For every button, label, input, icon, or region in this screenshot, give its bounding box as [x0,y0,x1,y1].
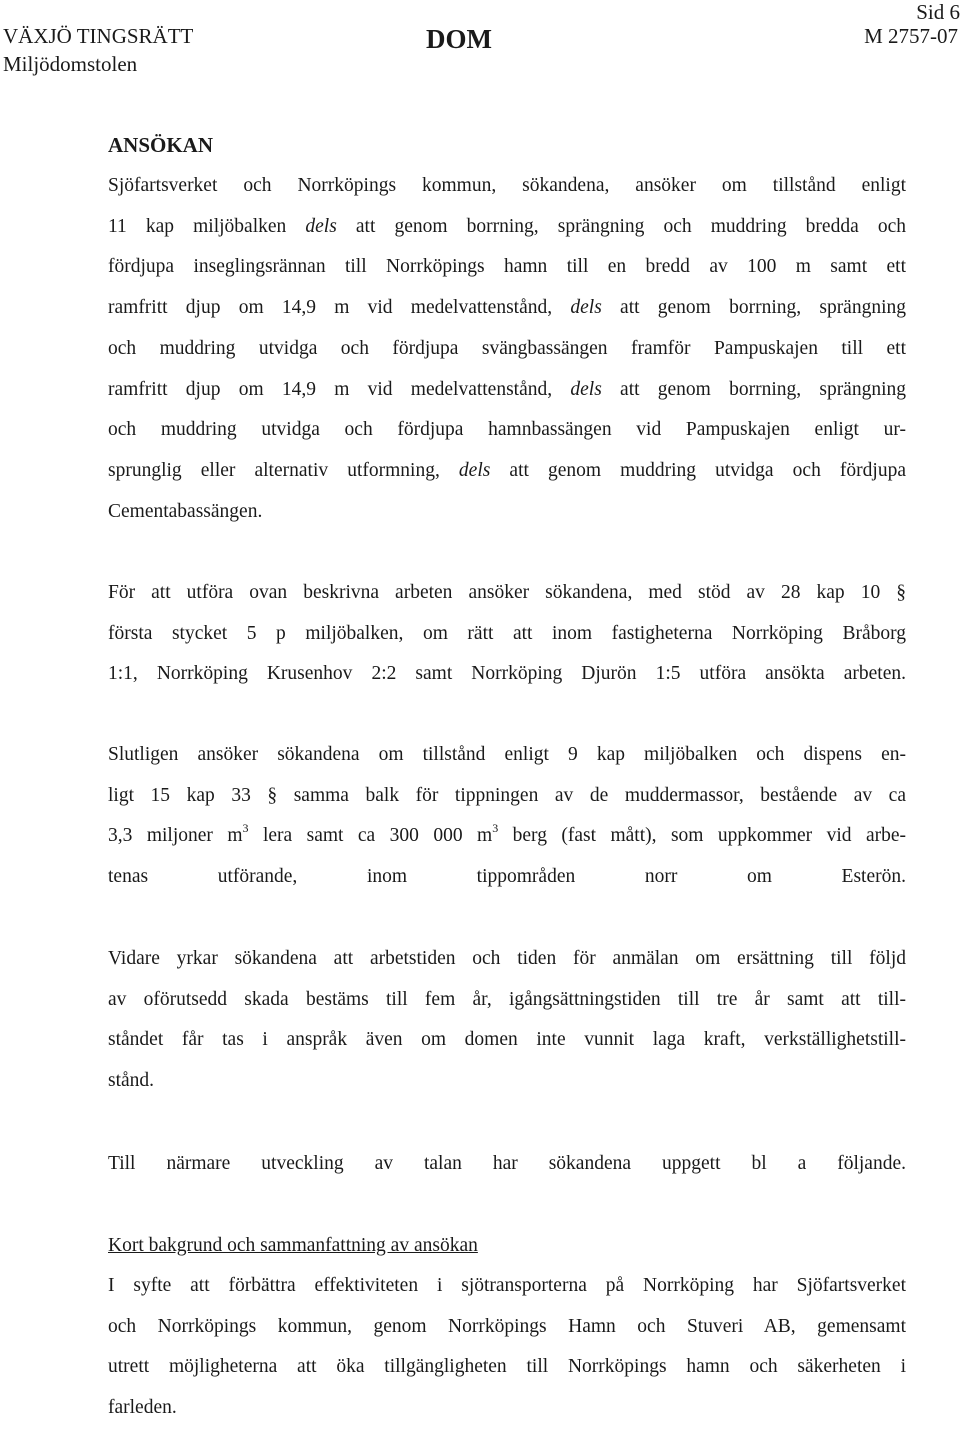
text-line: första stycket 5 p miljöbalken, om rätt att inom fastigheterna Norrköping Bråborg [108,622,906,644]
text-line: och muddring utvidga och fördjupa svängbassängen framför Pampuskajen till ett [108,337,906,359]
text-line: ramfritt djup om 14,9 m vid medelvattenstånd, dels att genom borrning, sprängning [108,297,907,319]
text-line: 1:1, Norrköping Krusenhov 2:2 samt Norrköping Djurön 1:5 utföra ansökta arbeten. [108,663,906,685]
case-number: M 2757-07 [864,24,958,48]
document-type: DOM [426,24,492,54]
text-line: ligt 15 kap 33 § samma balk för tippningen av de muddermassor, bestående av ca [108,784,906,806]
text-line: Slutligen ansöker sökandena om tillstånd enligt 9 kap miljöbalken och dispens en- [108,744,906,765]
text-line: av oförutsedd skada bestäms till fem år, igångsättningstiden till tre år samt att till- [108,988,906,1010]
paragraph-dumping-permit [108,735,906,898]
text-line: Sjöfartsverket och Norrköpings kommun, sökandena, ansöker om tillstånd enligt [108,175,906,196]
text-line: fördjupa inseglingsrännan till Norrköpings hamn till en bredd av 100 m samt ett [108,256,906,278]
paragraph-work-period [108,939,906,1102]
text-line: ståndet får tas i anspråk även om domen inte vunnit laga kraft, verkställighetstill- [108,1029,906,1051]
department-name: Miljödomstolen [3,52,138,76]
paragraph-property-rights [108,573,906,695]
text-line: Vidare yrkar sökandena att arbetstiden och tiden för anmälan om ersättning till följd [108,948,906,969]
text-line: utrett möjligheterna att öka tillgängligheten till Norrköpings hamn och säkerheten i [108,1356,906,1378]
text-line: 11 kap miljöbalken dels att genom borrning, sprängning och muddring bredda och [108,215,906,237]
text-line: Till närmare utveckling av talan har sökandena uppgett bl a följande. [108,1153,906,1174]
text-line: sprunglig eller alternativ utformning, dels att genom muddring utvidga och fördjupa [108,459,906,481]
text-line: I syfte att förbättra effektiviteten i sjötransporterna på Norrköping har Sjöfartsverket [108,1275,906,1296]
paragraph-intro [108,1144,906,1185]
paragraph-background [108,1266,906,1429]
text-line: tenas utförande, inom tippområden norr om Esterön. [108,866,906,888]
text-line: För att utföra ovan beskrivna arbeten ansöker sökandena, med stöd av 28 kap 10 § [108,582,906,603]
text-line: 3,3 miljoner $m^3$ lera samt ca 300 000 $m^3$ berg (fast mått), som uppkommer vid arbe- [108,821,906,847]
section-heading: ANSÖKAN [108,133,214,157]
page-number: Sid 6 [916,0,960,24]
text-line: stånd. [108,1070,155,1092]
text-line: farleden. [108,1397,177,1419]
court-name: VÄXJÖ TINGSRÄTT [3,24,194,48]
text-line: Cementabassängen. [108,500,263,522]
text-line: ramfritt djup om 14,9 m vid medelvattenstånd, dels att genom borrning, sprängning [108,378,907,400]
subheading-background: Kort bakgrund och sammanfattning av ansökan [108,1235,478,1256]
paragraph-application [108,166,906,532]
text-line: och Norrköpings kommun, genom Norrköpings Hamn och Stuveri AB, gemensamt [108,1315,906,1337]
text-line: och muddring utvidga och fördjupa hamnbassängen vid Pampuskajen enligt ur- [108,419,906,441]
